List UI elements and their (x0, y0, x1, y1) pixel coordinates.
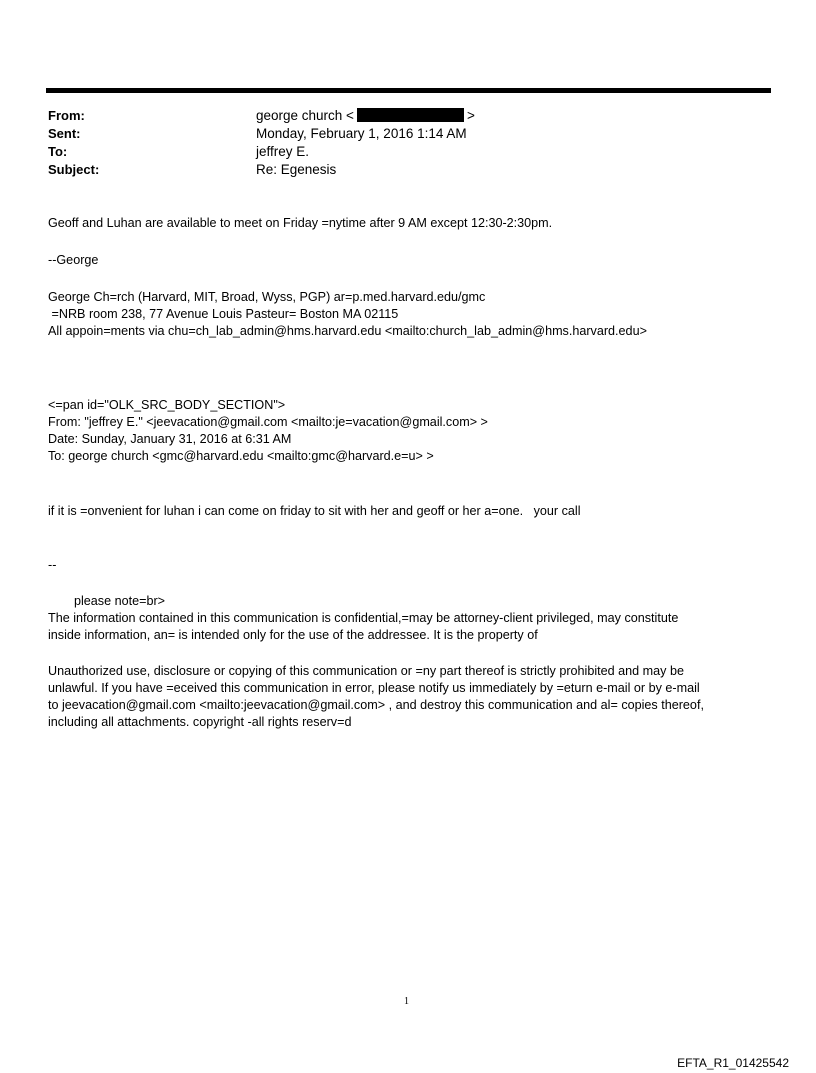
quoted-header-line: <=pan id="OLK_SRC_BODY_SECTION"> (48, 398, 286, 412)
quoted-header-line: From: "jeffrey E." <jeevacation@gmail.com <mailto:je=vacation@gmail.com> > (48, 415, 488, 429)
from-value (256, 107, 475, 125)
page-number: 1 (404, 996, 409, 1007)
from-label: From: (48, 108, 85, 123)
from-close: > (466, 108, 475, 123)
header-rule (46, 88, 771, 93)
quoted-header-line: To: george church <gmc@harvard.edu <mailto:gmc@harvard.e=u> > (48, 449, 434, 463)
confidentiality-line: The information contained in this communication is confidential,=may be attorney-client privileged, may constitute (48, 611, 679, 625)
confidentiality-line: unlawful. If you have =eceived this communication in error, please notify us immediately by =eturn e-mail or by e-mail (48, 681, 700, 695)
confidentiality-line: Unauthorized use, disclosure or copying of this communication or =ny part thereof is strictly prohibited and may be (48, 664, 684, 678)
sent-value: Monday, February 1, 2016 1:14 AM (256, 126, 467, 141)
note-line: please note=br> (74, 594, 166, 608)
to-value: jeffrey E. (256, 144, 310, 159)
subject-label: Subject: (48, 162, 100, 177)
signoff: --George (48, 253, 99, 267)
quoted-message: if it is =onvenient for luhan i can come on friday to sit with her and geoff or her a=one. your call (48, 504, 581, 518)
redaction-block (357, 108, 464, 122)
document-id: EFTA_R1_01425542 (677, 1056, 789, 1070)
quoted-header-line: Date: Sunday, January 31, 2016 at 6:31 AM (48, 432, 292, 446)
sent-label: Sent: (48, 126, 81, 141)
body-paragraph: Geoff and Luhan are available to meet on Friday =nytime after 9 AM except 12:30-2:30pm. (48, 216, 553, 230)
confidentiality-line: to jeevacation@gmail.com <mailto:jeevacation@gmail.com> , and destroy this communication and al= copies thereof, (48, 698, 704, 712)
signature-line: George Ch=rch (Harvard, MIT, Broad, Wyss, PGP) ar=p.med.harvard.edu/gmc (48, 290, 486, 304)
signature-line: =NRB room 238, 77 Avenue Louis Pasteur= Boston MA 02115 (48, 307, 399, 321)
confidentiality-line: inside information, an= is intended only for the use of the addressee. It is the property of (48, 628, 538, 642)
from-name: george church < (256, 108, 354, 123)
confidentiality-line: including all attachments. copyright -all rights reserv=d (48, 715, 352, 729)
separator-dashes: -- (48, 558, 57, 572)
signature-line: All appoin=ments via chu=ch_lab_admin@hms.harvard.edu <mailto:church_lab_admin@hms.harvard.edu> (48, 324, 647, 338)
to-label: To: (48, 144, 68, 159)
subject-value: Re: Egenesis (256, 162, 337, 177)
